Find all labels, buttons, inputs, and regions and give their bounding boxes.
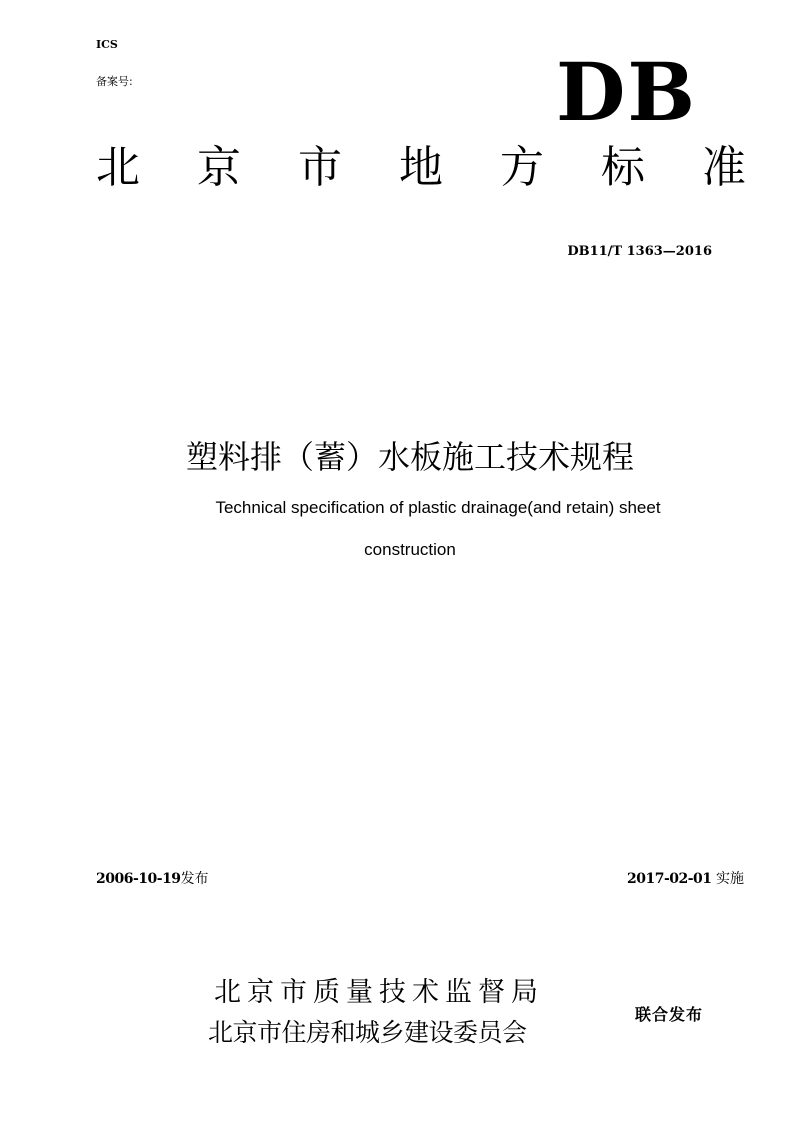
document-title-en-line1: Technical specification of plastic drainage(and retain) sheet: [215, 498, 661, 517]
standard-code: DB11/T 1363—2016: [567, 244, 712, 259]
document-title-en-line2: construction: [364, 540, 456, 559]
category-char: 京: [197, 142, 241, 193]
implement-date-block: [627, 868, 744, 888]
implement-label: 实施: [716, 871, 744, 887]
category-char: 准: [702, 142, 746, 193]
category-char: 地: [399, 142, 443, 193]
record-number-label: 备案号:: [96, 75, 133, 88]
issuer-housing-commission: 北京市住房和城乡建设委员会: [208, 1018, 527, 1047]
category-char: 方: [500, 142, 544, 193]
document-title-zh: 塑料排（蓄）水板施工技术规程: [185, 438, 634, 476]
publish-date-block: [96, 868, 209, 888]
joint-issue-label: 联合发布: [635, 1005, 704, 1024]
db-logo: DB: [556, 45, 697, 139]
category-char: 市: [298, 142, 342, 193]
implement-date: 2017-02-01: [626, 871, 712, 887]
publish-date: 2006-10-19: [96, 871, 181, 887]
issuer-quality-bureau: 北京市质量技术监督局: [214, 977, 544, 1008]
category-char: 标: [601, 142, 645, 193]
standard-category: [96, 140, 746, 196]
category-char: 北: [96, 142, 140, 193]
ics-label: ICS: [96, 38, 118, 51]
publish-label: 发布: [180, 871, 209, 887]
